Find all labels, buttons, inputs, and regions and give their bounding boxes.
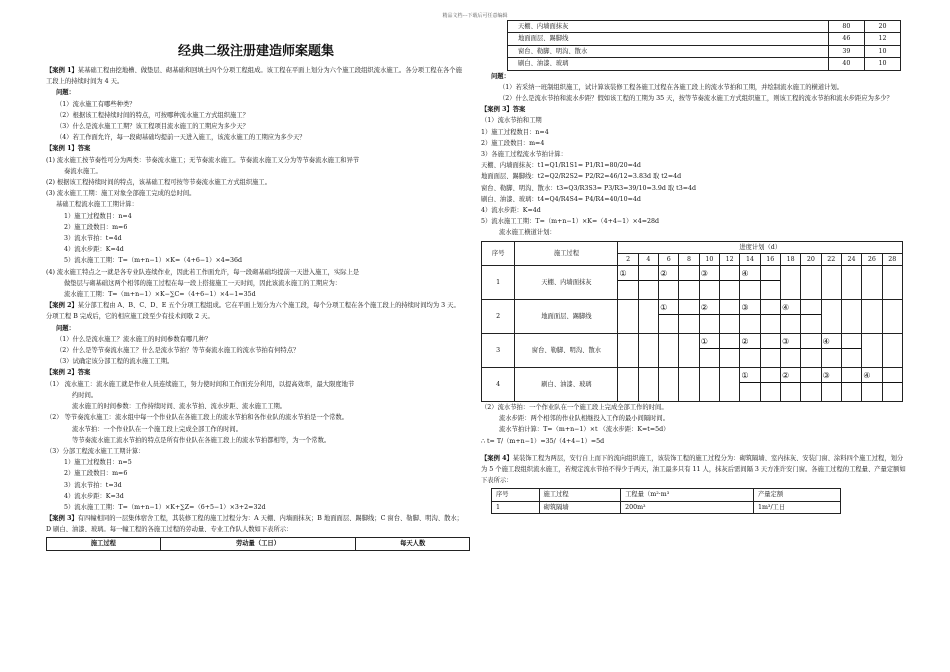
schedule-cell xyxy=(659,300,679,334)
schedule-cell xyxy=(659,266,679,300)
schedule-day-label: 14 xyxy=(740,253,760,265)
schedule-cell xyxy=(862,334,882,368)
schedule-cell xyxy=(740,368,760,402)
schedule-cell xyxy=(801,368,821,402)
schedule-cell xyxy=(760,266,780,300)
table-cell: 10 xyxy=(864,58,900,70)
segment-marker: ④ xyxy=(741,269,749,279)
answer-line: (1) 流水施工按节奏性可分为两类：节奏流水施工；无节奏流水施工。节奏流水施工又分为等节奏流水施工和异节 xyxy=(46,156,360,164)
schedule-bar xyxy=(740,280,759,281)
schedule-cell xyxy=(659,368,679,402)
schedule-cell xyxy=(679,334,699,368)
answer-line: 约时间。 xyxy=(72,391,98,399)
schedule-bar xyxy=(761,348,780,349)
segment-marker: ③ xyxy=(781,337,790,347)
answer-line: 1）施工过程数目：n=4 xyxy=(64,212,132,220)
segment-marker: ③ xyxy=(822,371,830,381)
answer-line: 做垫层与砌基础这两个相邻的施工过程在每一段上搭接施工一天时间，因此该流水施工的工期应为： xyxy=(64,279,342,287)
answer-line: （3）分部工程流水施工工期计算： xyxy=(46,447,145,455)
right-column xyxy=(481,20,907,514)
schedule-cell xyxy=(841,368,861,402)
case2-question-title: 问题： xyxy=(56,324,75,332)
schedule-cell xyxy=(618,368,638,402)
schedule-cell xyxy=(638,334,658,368)
schedule-cell xyxy=(699,368,719,402)
schedule-cell xyxy=(760,368,780,402)
schedule-cell xyxy=(618,266,638,300)
schedule-header-seq: 序号 xyxy=(482,241,515,265)
schedule-cell xyxy=(780,266,800,300)
table-row xyxy=(508,21,901,33)
case1-body: 某基础工程由挖地槽、做垫层、砌基础和回填土四个分项工程组成。该工程在平面上划分为六个施工段组织流水施工。各分项工程在各个施工段上的持续时间为 4 天。 xyxy=(46,67,462,86)
case1-question: （3）什么是流水施工工期？该工程项目流水施工的工期应为多少天？ xyxy=(56,123,249,131)
answer-line: 1）施工过程数目：n=5 xyxy=(64,459,132,467)
table-header-cell: 施工过程 xyxy=(539,489,621,501)
schedule-row-number: 1 xyxy=(482,266,515,300)
schedule-day-label: 26 xyxy=(862,253,882,265)
schedule-row-process: 天棚、内墙面抹灰 xyxy=(515,266,618,300)
case2-text xyxy=(46,300,466,322)
table-cell: 46 xyxy=(828,33,864,45)
schedule-cell xyxy=(862,368,882,402)
answer-line: 流水步距：两个相邻的作业队相继投入工作的最小间隔时间。 xyxy=(499,415,670,423)
schedule-cell xyxy=(638,266,658,300)
schedule-bar xyxy=(761,382,780,383)
case4-text xyxy=(481,453,907,487)
answer-line: (4) 流水施工特点之一就是各专业队连续作业，因此若工作面允许，每一段砌基础均提前一天进入施工，实际上是 xyxy=(46,268,360,276)
schedule-day-label: 12 xyxy=(720,253,740,265)
schedule-bar xyxy=(720,348,739,349)
case3-body: 有四幢相同的一层集体宿舍工程，其装修工程的施工过程分为：A 天棚、内墙面抹灰；B 地面面层、踢脚线；C 窗台、勒脚、明沟、散水；D 刷白、油漆、玻璃。每一幢工程的各施工过程的劳动量、专业工作队人数如下表所示： xyxy=(46,515,463,534)
table-header-cell: 产量定额 xyxy=(753,489,840,501)
schedule-cell xyxy=(679,300,699,334)
answer-line: 等节奏流水施工流水节拍的特点是所有作业队在各施工段上的流水节拍都相等，为一个常数。 xyxy=(72,436,331,444)
schedule-cell xyxy=(740,266,760,300)
answer-line: （2） 等节奏流水施工：流水组中每一个作业队在各施工段上的流水节拍和各作业队的流水节拍是一个常数。 xyxy=(46,414,348,422)
answer-line: (2) 根据该工程持续时间的特点，该基础工程可按等节奏流水施工方式组织施工。 xyxy=(46,179,272,187)
table-header-cell: 每天人数 xyxy=(356,537,470,550)
schedule-cell xyxy=(882,300,903,334)
page-header: 精品文档---下载后可任意编辑 xyxy=(442,13,508,19)
case2-label: 【案例 2】 xyxy=(46,302,78,310)
schedule-bar xyxy=(679,280,698,281)
schedule-row-process: 刷白、油漆、玻璃 xyxy=(515,368,618,402)
answer-line: 流水节拍计算：T=（m+n−1）×t （流水步距：K=t=5d） xyxy=(499,426,670,434)
answer-line: 基础工程流水施工工期计算： xyxy=(56,201,138,209)
table-header-cell: 劳动量（工日） xyxy=(160,537,356,550)
segment-marker: ② xyxy=(741,337,749,347)
table-cell: 40 xyxy=(828,58,864,70)
schedule-row xyxy=(482,334,903,368)
schedule-row-process: 地面面层、踢脚线 xyxy=(515,300,618,334)
schedule-cell xyxy=(760,300,780,334)
case3-question: （2）什么是流水节拍和流水步距？假如该工程的工期为 35 天，按等节奏流水施工方式组织施工，则该工程的流水节拍和流水步距应为多少？ xyxy=(499,94,893,102)
case3-label: 【案例 3】 xyxy=(46,515,78,523)
segment-marker: ① xyxy=(660,303,668,313)
schedule-cell xyxy=(699,334,719,368)
segment-marker: ④ xyxy=(781,303,790,313)
schedule-day-label: 28 xyxy=(882,253,903,265)
answer-line: 3）流水节拍：t=4d xyxy=(64,235,122,243)
schedule-cell xyxy=(821,266,841,300)
answer-line: 1）施工过程数目：n=4 xyxy=(481,128,549,136)
answer-line: （2）流水节拍：一个作业队在一个施工段上完成全部工作的时间。 xyxy=(481,404,668,412)
table-cell: 天棚、内墙面抹灰 xyxy=(508,21,829,33)
schedule-cell xyxy=(659,334,679,368)
table-row xyxy=(492,501,841,513)
schedule-day-label: 6 xyxy=(659,253,679,265)
schedule-cell xyxy=(720,368,740,402)
schedule-bar xyxy=(822,348,841,349)
answer-line: 流水节拍：一个作业队在一个施工段上完成全部工作的时间。 xyxy=(72,425,243,433)
schedule-bar xyxy=(618,280,637,281)
schedule-row xyxy=(482,368,903,402)
schedule-bar xyxy=(700,314,719,315)
answer-line: 4）流水步距：K=3d xyxy=(64,492,124,500)
schedule-day-label: 4 xyxy=(638,253,658,265)
answer-line: 4）流水步距：K=4d xyxy=(481,207,541,214)
case2-answer-label: 【案例 2】答案 xyxy=(46,369,91,377)
schedule-bar xyxy=(801,314,820,315)
case3-answer-label: 【案例 3】答案 xyxy=(481,106,526,114)
schedule-day-label: 22 xyxy=(821,253,841,265)
segment-marker: ③ xyxy=(700,269,708,279)
schedule-bar xyxy=(659,280,678,281)
schedule-cell xyxy=(780,368,800,402)
table-cell: 10 xyxy=(864,45,900,57)
schedule-cell xyxy=(699,300,719,334)
answer-line: 3）各施工过程流水节拍计算： xyxy=(481,150,567,158)
answer-line: (3) 流水施工工期：施工对象全部施工完成的总时间。 xyxy=(46,190,196,198)
schedule-bar xyxy=(700,348,719,349)
answer-line: 4）流水步距：K=4d xyxy=(64,246,124,254)
table-cell: 地面面层、踢脚线 xyxy=(508,33,829,45)
answer-line: ∴ t= T/（m+n−1）=35/（4+4−1）=5d xyxy=(481,437,605,445)
schedule-day-label: 16 xyxy=(760,253,780,265)
schedule-day-label: 2 xyxy=(618,253,638,265)
answer-line: 2）施工段数目：m=6 xyxy=(64,223,128,231)
schedule-bar xyxy=(639,280,658,281)
schedule-bar xyxy=(740,314,759,315)
schedule-cell xyxy=(638,368,658,402)
schedule-cell xyxy=(862,300,882,334)
schedule-day-label: 10 xyxy=(699,253,719,265)
schedule-bar xyxy=(842,382,861,383)
table-cell: 砌筑隔墙 xyxy=(539,501,621,513)
segment-marker: ① xyxy=(741,371,749,381)
case2-question: （2）什么是等节奏流水施工？什么是流水节拍？等节奏流水施工的流水节拍有何特点？ xyxy=(56,347,300,355)
schedule-cell xyxy=(882,334,903,368)
segment-marker: ③ xyxy=(741,303,749,313)
schedule-bar xyxy=(659,314,678,315)
schedule-bar xyxy=(842,348,861,349)
schedule-cell xyxy=(862,266,882,300)
case1-question: （4）若工作面允许，每一段砌基础均提前一天进入施工，该流水施工的工期应为多少天？ xyxy=(56,134,306,142)
labor-table xyxy=(507,20,901,71)
schedule-cell xyxy=(720,300,740,334)
case4-label: 【案例 4】 xyxy=(481,454,513,462)
case2-question: （1）什么是流水施工？流水施工的时间参数有哪几种？ xyxy=(56,335,212,343)
schedule-cell xyxy=(618,300,638,334)
schedule-bar xyxy=(801,382,820,383)
table-cell: 刷白、油漆、玻璃 xyxy=(508,58,829,70)
schedule-cell xyxy=(638,300,658,334)
schedule-cell xyxy=(740,334,760,368)
table-header-cell: 工程量（m²·m³ xyxy=(621,489,754,501)
schedule-bar xyxy=(740,348,759,349)
left-column xyxy=(46,44,466,551)
schedule-day-label: 8 xyxy=(679,253,699,265)
schedule-bar xyxy=(761,280,780,281)
schedule-header-plan: 进度计划（d） xyxy=(618,241,903,253)
schedule-cell xyxy=(841,300,861,334)
schedule-bar xyxy=(720,280,739,281)
schedule-cell xyxy=(821,368,841,402)
schedule-cell xyxy=(699,266,719,300)
schedule-bar xyxy=(761,314,780,315)
segment-marker: ④ xyxy=(822,337,830,347)
schedule-bar xyxy=(740,382,759,383)
schedule-bar xyxy=(883,382,903,383)
schedule-bar xyxy=(720,314,739,315)
case2-question: （3）试确定该分部工程的流水施工工期。 xyxy=(56,358,174,366)
table-cell: 窗台、勒脚、明沟、散水 xyxy=(508,45,829,57)
segment-marker: ④ xyxy=(863,371,871,381)
schedule-bar xyxy=(781,382,800,383)
schedule-cell xyxy=(740,300,760,334)
schedule-bar xyxy=(862,382,881,383)
table-row xyxy=(508,33,901,45)
schedule-header-process: 施工过程 xyxy=(515,241,618,265)
table-cell: 39 xyxy=(828,45,864,57)
schedule-cell xyxy=(841,334,861,368)
case1-question: （2）根据该工程持续时间的特点，可按哪种流水施工方式组织施工？ xyxy=(56,111,249,119)
schedule-cell xyxy=(760,334,780,368)
answer-line: 5）流水施工工期：T=（m+n−1）×K+∑Z=（6+5−1）×3+2=32d xyxy=(64,503,266,511)
schedule-bar xyxy=(781,348,800,349)
answer-line: （1）流水节拍和工期 xyxy=(481,117,542,125)
schedule-cell xyxy=(780,334,800,368)
answer-line: 2）施工段数目：m=6 xyxy=(64,470,128,478)
case1-answer-label: 【案例 1】答案 xyxy=(46,145,91,153)
table-cell: 1m³/工日 xyxy=(753,501,840,513)
schedule-cell xyxy=(821,334,841,368)
document-title: 经典二级注册建造师案题集 xyxy=(177,44,334,59)
case4-body: 某装饰工程为两层，安行自上而下的流向组织施工，该装饰工程的施工过程分为：砌筑隔墙、室内抹灰、安装门窗、涂料四个施工过程，划分为 5 个施工段组织流水施工，若规定流水节拍不得少于两天，油工最多只有 11 人，抹灰后需间隔 3 天方准许安门窗。各施工过程的工程量、产量定额如下表所示： xyxy=(481,454,906,485)
quota-table xyxy=(491,488,841,513)
schedule-cell xyxy=(801,334,821,368)
answer-line: 3）流水节拍：t=3d xyxy=(64,481,122,489)
table-row xyxy=(508,58,901,70)
schedule-cell xyxy=(801,266,821,300)
answer-line: （1） 流水施工：流水施工就是作业人员连续施工，努力使时间和工作面充分利用，以提高效率，最大限度地节 xyxy=(46,380,355,388)
table-row xyxy=(508,45,901,57)
schedule-row xyxy=(482,266,903,300)
case3-question-title: 问题： xyxy=(491,72,510,80)
segment-marker: ① xyxy=(619,269,627,279)
schedule-bar xyxy=(679,314,698,315)
case1-question: （1）流水施工有哪些种类？ xyxy=(56,100,136,108)
answer-line: 流水施工工期：T=（m+n−1）×K−∑C=（4+6−1）×4−1=35d xyxy=(64,291,256,299)
answer-line: 奏流水施工。 xyxy=(64,167,102,175)
schedule-cell xyxy=(679,368,699,402)
segment-marker: ② xyxy=(781,371,790,381)
schedule-day-label: 24 xyxy=(841,253,861,265)
answer-line: 2）施工段数目：m=4 xyxy=(481,139,545,147)
segment-marker: ① xyxy=(700,337,708,347)
table-row xyxy=(492,489,841,501)
segment-marker: ② xyxy=(700,303,708,313)
schedule-cell xyxy=(882,368,903,402)
schedule-row-number: 4 xyxy=(482,368,515,402)
schedule-bar xyxy=(801,348,820,349)
case1-text xyxy=(46,65,466,87)
answer-line: 刷白、油漆、玻璃：t4=Q4/R4S4= P4/R4=40/10=4d xyxy=(481,195,641,203)
schedule-cell xyxy=(679,266,699,300)
case1-label: 【案例 1】 xyxy=(46,67,78,74)
schedule-day-label: 20 xyxy=(801,253,821,265)
schedule-cell xyxy=(720,334,740,368)
table-cell: 20 xyxy=(864,21,900,33)
schedule-bar xyxy=(700,280,719,281)
schedule-table xyxy=(481,241,903,402)
schedule-cell xyxy=(841,266,861,300)
schedule-row-number: 2 xyxy=(482,300,515,334)
schedule-cell xyxy=(882,266,903,300)
table-cell: 200m³ xyxy=(621,501,754,513)
schedule-bar xyxy=(822,382,841,383)
case3-text xyxy=(46,513,466,535)
answer-line: 流水施工横道计划： xyxy=(499,229,556,237)
schedule-bar xyxy=(781,314,800,315)
answer-line: 5）流水施工工期：T=（m+n−1）×K=（4+4−1）×4=28d xyxy=(481,218,660,226)
schedule-cell xyxy=(618,334,638,368)
answer-line: 窗台、勒脚、明沟、散水：t3=Q3/R3S3= P3/R3=39/10=3.9d 取 t3=4d xyxy=(481,184,697,192)
schedule-cell xyxy=(801,300,821,334)
case2-body: 某分部工程由 A、B、C、D、E 五个分项工程组成。它在平面上划分为六个施工段，每个分项工程在各个施工段上的持续时间均为 3 天。分项工程 B 完成后，它的相应施工段至少有技术间歇 2 天。 xyxy=(46,302,460,321)
schedule-row xyxy=(482,300,903,334)
case1-question-title: 问题： xyxy=(56,89,75,97)
schedule-day-label: 18 xyxy=(780,253,800,265)
answer-line: 地面面层、踢脚线：t2=Q2/R2S2= P2/R2=46/12=3.83d 取 t2=4d xyxy=(481,173,682,181)
segment-marker: ② xyxy=(660,269,668,279)
schedule-cell xyxy=(821,300,841,334)
table-cell: 12 xyxy=(864,33,900,45)
answer-line: 5）流水施工工期：T=（m+n−1）×K=（4+6−1）×4=36d xyxy=(64,257,243,265)
workload-table-header xyxy=(46,537,470,551)
answer-line: 天棚、内墙面抹灰：t1=Q1/R1S1= P1/R1=80/20=4d xyxy=(481,162,641,170)
schedule-cell xyxy=(780,300,800,334)
table-header-cell: 序号 xyxy=(492,489,540,501)
answer-line: 流水施工的时间参数：工作持续时间、流水节拍、流水步距、流水施工工期。 xyxy=(72,403,287,411)
case3-question: （1）若采纳一班制组织施工，试计算该装修工程各施工过程在各施工段上的流水节拍和工期，并绘制流水施工的横道计划。 xyxy=(499,83,844,91)
schedule-cell xyxy=(720,266,740,300)
schedule-row-process: 窗台、勒脚、明沟、散水 xyxy=(515,334,618,368)
table-cell: 80 xyxy=(828,21,864,33)
table-header-cell: 施工过程 xyxy=(47,537,161,550)
table-cell: 1 xyxy=(492,501,540,513)
schedule-row-number: 3 xyxy=(482,334,515,368)
